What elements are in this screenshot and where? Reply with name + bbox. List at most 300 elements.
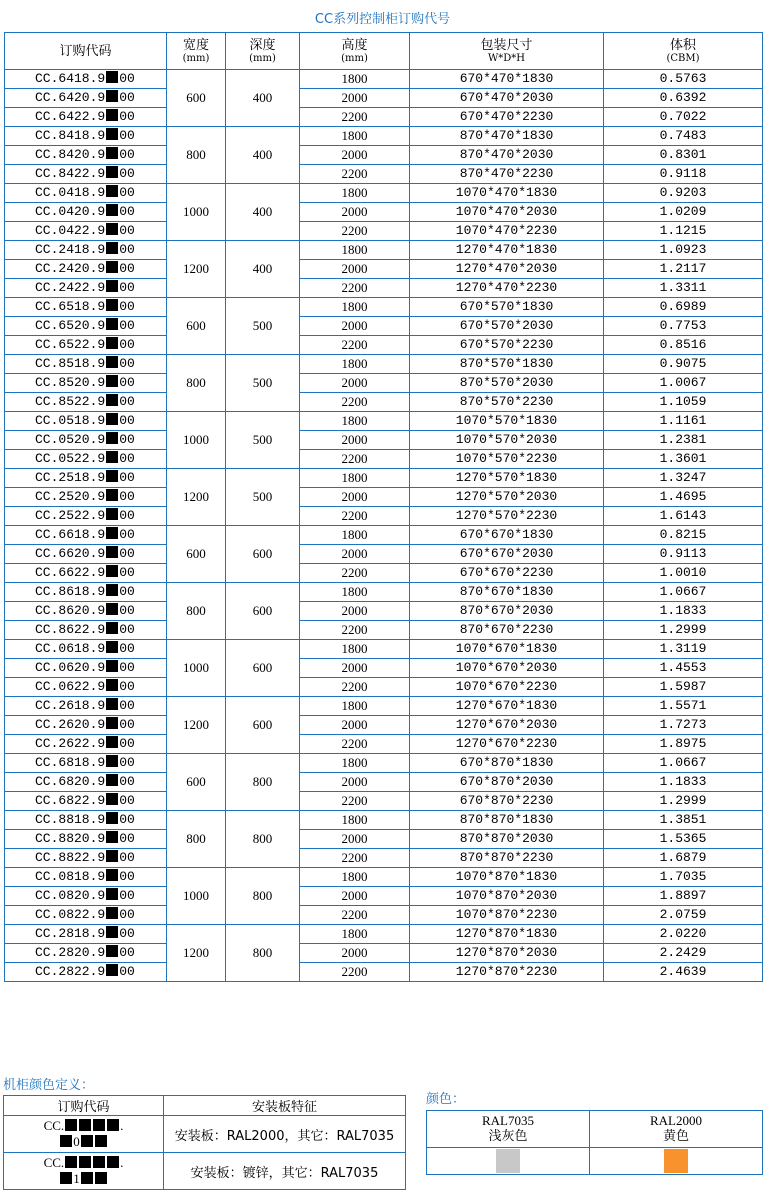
- height-cell: 2200: [300, 165, 410, 184]
- placeholder-block: [106, 394, 118, 406]
- height-cell: 2000: [300, 659, 410, 678]
- volume-cell: 1.1059: [604, 393, 763, 412]
- width-cell: 1000: [167, 868, 226, 925]
- package-size-cell: 1070*570*1830: [410, 412, 604, 431]
- package-size-cell: 670*670*2030: [410, 545, 604, 564]
- volume-cell: 1.3119: [604, 640, 763, 659]
- order-code-cell: CC.2820.9 00: [5, 944, 167, 963]
- volume-cell: 1.0010: [604, 564, 763, 583]
- placeholder-block: [106, 432, 118, 444]
- volume-cell: 2.0759: [604, 906, 763, 925]
- placeholder-block: [106, 223, 118, 235]
- width-cell: 800: [167, 127, 226, 184]
- order-code-cell: CC. . 1: [4, 1153, 164, 1190]
- height-cell: 1800: [300, 127, 410, 146]
- table-row: [5, 830, 763, 849]
- order-code-cell: CC.8422.9 00: [5, 165, 167, 184]
- table-row: [5, 963, 763, 982]
- table-row: [5, 944, 763, 963]
- table-row: [5, 621, 763, 640]
- placeholder-block: [106, 71, 118, 83]
- table-row: [5, 754, 763, 773]
- table-row: [5, 811, 763, 830]
- height-cell: 2200: [300, 564, 410, 583]
- order-code-cell: CC.6520.9 00: [5, 317, 167, 336]
- placeholder-block: [106, 831, 118, 843]
- package-size-cell: 1270*470*1830: [410, 241, 604, 260]
- table-row: [5, 412, 763, 431]
- volume-cell: 2.4639: [604, 963, 763, 982]
- placeholder-block: [106, 261, 118, 273]
- height-cell: 2200: [300, 507, 410, 526]
- color-gray-cell: [427, 1111, 590, 1148]
- order-code-cell: CC. . 0: [4, 1116, 164, 1153]
- height-cell: 1800: [300, 811, 410, 830]
- volume-cell: 1.1833: [604, 773, 763, 792]
- table-row: [5, 336, 763, 355]
- table-row: [5, 887, 763, 906]
- placeholder-block: [106, 299, 118, 311]
- depth-cell: 600: [226, 640, 300, 697]
- package-size-cell: 1270*870*2030: [410, 944, 604, 963]
- order-code-cell: CC.0618.9 00: [5, 640, 167, 659]
- width-cell: 1000: [167, 184, 226, 241]
- height-cell: 2000: [300, 146, 410, 165]
- width-cell: 1200: [167, 241, 226, 298]
- volume-cell: 1.2999: [604, 792, 763, 811]
- package-size-cell: 1070*470*1830: [410, 184, 604, 203]
- height-cell: 2000: [300, 260, 410, 279]
- placeholder-block: [106, 850, 118, 862]
- volume-cell: 0.8516: [604, 336, 763, 355]
- height-cell: 2000: [300, 89, 410, 108]
- table-row: [5, 488, 763, 507]
- depth-cell: 500: [226, 412, 300, 469]
- height-cell: 1800: [300, 640, 410, 659]
- height-cell: 2200: [300, 621, 410, 640]
- height-cell: 1800: [300, 868, 410, 887]
- volume-cell: 0.8215: [604, 526, 763, 545]
- placeholder-block: [106, 603, 118, 615]
- order-code-table: [4, 32, 763, 982]
- package-size-cell: 870*670*2230: [410, 621, 604, 640]
- package-size-cell: 670*470*1830: [410, 70, 604, 89]
- height-cell: 2000: [300, 944, 410, 963]
- height-cell: 2000: [300, 431, 410, 450]
- height-cell: 2200: [300, 735, 410, 754]
- placeholder-block: [106, 679, 118, 691]
- volume-cell: 2.2429: [604, 944, 763, 963]
- height-cell: 1800: [300, 241, 410, 260]
- order-code-cell: CC.2520.9 00: [5, 488, 167, 507]
- table-header-row: [5, 33, 763, 70]
- width-cell: 1200: [167, 697, 226, 754]
- volume-cell: 1.4695: [604, 488, 763, 507]
- order-code-cell: CC.0820.9 00: [5, 887, 167, 906]
- order-code-cell: CC.0620.9 00: [5, 659, 167, 678]
- package-size-cell: 670*470*2230: [410, 108, 604, 127]
- volume-cell: 0.9118: [604, 165, 763, 184]
- height-cell: 2200: [300, 450, 410, 469]
- height-cell: 2000: [300, 203, 410, 222]
- placeholder-block: [106, 413, 118, 425]
- mount-feature-cell: 安装板：镀锌，其它：RAL7035: [164, 1153, 406, 1190]
- height-cell: 2200: [300, 393, 410, 412]
- width-cell: 600: [167, 70, 226, 127]
- volume-cell: 1.1215: [604, 222, 763, 241]
- package-size-cell: 1270*870*2230: [410, 963, 604, 982]
- order-code-cell: CC.0520.9 00: [5, 431, 167, 450]
- header-depth: 深度 (mm): [226, 33, 300, 70]
- order-code-cell: CC.8818.9 00: [5, 811, 167, 830]
- package-size-cell: 870*670*2030: [410, 602, 604, 621]
- depth-cell: 800: [226, 754, 300, 811]
- depth-cell: 600: [226, 526, 300, 583]
- placeholder-block: [106, 489, 118, 501]
- volume-cell: 0.7483: [604, 127, 763, 146]
- order-code-cell: CC.6622.9 00: [5, 564, 167, 583]
- table-row: [5, 165, 763, 184]
- height-cell: 1800: [300, 583, 410, 602]
- depth-cell: 400: [226, 70, 300, 127]
- placeholder-block: [106, 812, 118, 824]
- order-code-cell: CC.2818.9 00: [5, 925, 167, 944]
- order-code-cell: CC.2518.9 00: [5, 469, 167, 488]
- package-size-cell: 1070*670*2030: [410, 659, 604, 678]
- package-size-cell: 1270*670*2230: [410, 735, 604, 754]
- table-row: [5, 659, 763, 678]
- package-size-cell: 870*870*2030: [410, 830, 604, 849]
- placeholder-block: [106, 774, 118, 786]
- color-yellow-cell: [590, 1111, 763, 1148]
- depth-cell: 400: [226, 241, 300, 298]
- order-code-cell: CC.0822.9 00: [5, 906, 167, 925]
- table-row: [5, 146, 763, 165]
- package-size-cell: 1270*670*2030: [410, 716, 604, 735]
- order-code-cell: CC.8518.9 00: [5, 355, 167, 374]
- package-size-cell: 1270*570*1830: [410, 469, 604, 488]
- mount-feature-cell: 安装板：RAL2000，其它：RAL7035: [164, 1116, 406, 1153]
- package-size-cell: 1070*670*2230: [410, 678, 604, 697]
- package-size-cell: 1070*870*2030: [410, 887, 604, 906]
- placeholder-block: [106, 565, 118, 577]
- height-cell: 2200: [300, 906, 410, 925]
- height-cell: 1800: [300, 925, 410, 944]
- order-code-cell: CC.6620.9 00: [5, 545, 167, 564]
- header-volume: 体积 (CBM): [604, 33, 763, 70]
- height-cell: 2000: [300, 488, 410, 507]
- placeholder-block: [106, 717, 118, 729]
- placeholder-block: [106, 356, 118, 368]
- height-cell: 2200: [300, 792, 410, 811]
- depth-cell: 800: [226, 925, 300, 982]
- volume-cell: 1.8897: [604, 887, 763, 906]
- order-code-cell: CC.0522.9 00: [5, 450, 167, 469]
- table-row: [5, 222, 763, 241]
- package-size-cell: 1070*570*2030: [410, 431, 604, 450]
- volume-cell: 1.6143: [604, 507, 763, 526]
- color-name: 黄色: [662, 1129, 689, 1144]
- volume-cell: 1.0209: [604, 203, 763, 222]
- table-row: [5, 526, 763, 545]
- package-size-cell: 1070*870*1830: [410, 868, 604, 887]
- order-code-cell: CC.2622.9 00: [5, 735, 167, 754]
- package-size-cell: 870*470*1830: [410, 127, 604, 146]
- width-cell: 800: [167, 355, 226, 412]
- package-size-cell: 870*870*1830: [410, 811, 604, 830]
- package-size-cell: 1270*670*1830: [410, 697, 604, 716]
- package-size-cell: 1070*470*2230: [410, 222, 604, 241]
- table-row: [5, 355, 763, 374]
- placeholder-block: [106, 755, 118, 767]
- height-cell: 2000: [300, 716, 410, 735]
- volume-cell: 1.1161: [604, 412, 763, 431]
- package-size-cell: 670*570*2230: [410, 336, 604, 355]
- package-size-cell: 670*870*2230: [410, 792, 604, 811]
- header-order-code: 订购代码: [4, 1096, 164, 1116]
- height-cell: 2200: [300, 108, 410, 127]
- table-row: [5, 298, 763, 317]
- placeholder-block: [106, 242, 118, 254]
- table-row: [5, 70, 763, 89]
- order-code-cell: CC.6522.9 00: [5, 336, 167, 355]
- placeholder-block: [106, 698, 118, 710]
- color-code: RAL2000: [650, 1113, 702, 1128]
- volume-cell: 0.9113: [604, 545, 763, 564]
- table-row: [5, 184, 763, 203]
- colors-label: 颜色：: [426, 1092, 466, 1107]
- order-code-cell: CC.8622.9 00: [5, 621, 167, 640]
- package-size-cell: 870*870*2230: [410, 849, 604, 868]
- order-code-cell: CC.6822.9 00: [5, 792, 167, 811]
- height-cell: 2200: [300, 222, 410, 241]
- table-row: [4, 1116, 406, 1153]
- order-code-cell: CC.2420.9 00: [5, 260, 167, 279]
- table-row: [5, 127, 763, 146]
- order-code-cell: CC.8822.9 00: [5, 849, 167, 868]
- order-code-cell: CC.8820.9 00: [5, 830, 167, 849]
- placeholder-block: [106, 166, 118, 178]
- table-row: [5, 469, 763, 488]
- height-cell: 2200: [300, 336, 410, 355]
- order-code-cell: CC.2418.9 00: [5, 241, 167, 260]
- placeholder-block: [106, 964, 118, 976]
- volume-cell: 0.6989: [604, 298, 763, 317]
- width-cell: 600: [167, 298, 226, 355]
- placeholder-block: [106, 185, 118, 197]
- package-size-cell: 1070*670*1830: [410, 640, 604, 659]
- placeholder-block: [106, 869, 118, 881]
- placeholder-block: [106, 109, 118, 121]
- placeholder-block: [106, 736, 118, 748]
- package-size-cell: 670*470*2030: [410, 89, 604, 108]
- table-row: [5, 716, 763, 735]
- order-code-cell: CC.0418.9 00: [5, 184, 167, 203]
- order-code-cell: CC.2822.9 00: [5, 963, 167, 982]
- order-code-cell: CC.0622.9 00: [5, 678, 167, 697]
- volume-cell: 1.8975: [604, 735, 763, 754]
- table-row: [5, 241, 763, 260]
- volume-cell: 1.0923: [604, 241, 763, 260]
- table-row: [5, 640, 763, 659]
- volume-cell: 1.2999: [604, 621, 763, 640]
- height-cell: 1800: [300, 754, 410, 773]
- height-cell: 1800: [300, 70, 410, 89]
- order-code-cell: CC.6618.9 00: [5, 526, 167, 545]
- volume-cell: 1.0067: [604, 374, 763, 393]
- volume-cell: 1.6879: [604, 849, 763, 868]
- package-size-cell: 1270*870*1830: [410, 925, 604, 944]
- table-row: [5, 849, 763, 868]
- volume-cell: 0.9203: [604, 184, 763, 203]
- orange-color-swatch: [664, 1149, 688, 1173]
- placeholder-block: [106, 204, 118, 216]
- table-row: [5, 545, 763, 564]
- package-size-cell: 870*470*2030: [410, 146, 604, 165]
- placeholder-block: [106, 451, 118, 463]
- placeholder-block: [106, 508, 118, 520]
- volume-cell: 1.5571: [604, 697, 763, 716]
- table-row: [5, 906, 763, 925]
- volume-cell: 1.5987: [604, 678, 763, 697]
- table-row: [5, 697, 763, 716]
- color-name: 浅灰色: [488, 1129, 528, 1144]
- order-code-cell: CC.6418.9 00: [5, 70, 167, 89]
- table-row: [5, 507, 763, 526]
- order-code-cell: CC.8420.9 00: [5, 146, 167, 165]
- header-mount-feature: 安装板特征: [164, 1096, 406, 1116]
- table-row: [5, 393, 763, 412]
- height-cell: 1800: [300, 526, 410, 545]
- page-title: CC系列控制柜订购代号: [314, 12, 451, 27]
- table-row: [5, 431, 763, 450]
- volume-cell: 1.0667: [604, 583, 763, 602]
- table-row: [5, 450, 763, 469]
- order-code-cell: CC.2620.9 00: [5, 716, 167, 735]
- order-code-cell: CC.6518.9 00: [5, 298, 167, 317]
- width-cell: 1200: [167, 925, 226, 982]
- package-size-cell: 1270*470*2230: [410, 279, 604, 298]
- depth-cell: 500: [226, 469, 300, 526]
- depth-cell: 500: [226, 298, 300, 355]
- volume-cell: 0.6392: [604, 89, 763, 108]
- colors-table: [426, 1110, 763, 1175]
- table-row: [5, 260, 763, 279]
- height-cell: 2200: [300, 678, 410, 697]
- placeholder-block: [106, 90, 118, 102]
- placeholder-block: [106, 337, 118, 349]
- package-size-cell: 670*870*1830: [410, 754, 604, 773]
- height-cell: 2000: [300, 773, 410, 792]
- table-row: [5, 583, 763, 602]
- order-code-cell: CC.0422.9 00: [5, 222, 167, 241]
- height-cell: 1800: [300, 697, 410, 716]
- volume-cell: 0.7753: [604, 317, 763, 336]
- package-size-cell: 870*670*1830: [410, 583, 604, 602]
- table-row: [5, 773, 763, 792]
- height-cell: 2000: [300, 602, 410, 621]
- table-row: [5, 317, 763, 336]
- placeholder-block: [106, 147, 118, 159]
- header-code: 订购代码: [5, 33, 167, 70]
- order-code-cell: CC.8522.9 00: [5, 393, 167, 412]
- volume-cell: 1.3311: [604, 279, 763, 298]
- volume-cell: 1.2117: [604, 260, 763, 279]
- height-cell: 2000: [300, 830, 410, 849]
- depth-cell: 600: [226, 583, 300, 640]
- package-size-cell: 1070*570*2230: [410, 450, 604, 469]
- height-cell: 2000: [300, 545, 410, 564]
- placeholder-block: [106, 128, 118, 140]
- order-code-cell: CC.6818.9 00: [5, 754, 167, 773]
- volume-cell: 1.5365: [604, 830, 763, 849]
- order-code-cell: CC.6820.9 00: [5, 773, 167, 792]
- color-definition-table: [3, 1095, 406, 1190]
- volume-cell: 0.8301: [604, 146, 763, 165]
- volume-cell: 1.7273: [604, 716, 763, 735]
- order-code-cell: CC.2618.9 00: [5, 697, 167, 716]
- table-row: [5, 678, 763, 697]
- placeholder-block: [106, 945, 118, 957]
- depth-cell: 400: [226, 184, 300, 241]
- volume-cell: 0.5763: [604, 70, 763, 89]
- volume-cell: 1.3601: [604, 450, 763, 469]
- placeholder-block: [106, 280, 118, 292]
- height-cell: 2200: [300, 279, 410, 298]
- header-height: 高度 (mm): [300, 33, 410, 70]
- order-code-cell: CC.0518.9 00: [5, 412, 167, 431]
- placeholder-block: [106, 622, 118, 634]
- height-cell: 1800: [300, 469, 410, 488]
- volume-cell: 1.1833: [604, 602, 763, 621]
- height-cell: 2000: [300, 887, 410, 906]
- table-row: [5, 868, 763, 887]
- width-cell: 1000: [167, 640, 226, 697]
- package-size-cell: 1270*470*2030: [410, 260, 604, 279]
- height-cell: 2200: [300, 849, 410, 868]
- depth-cell: 500: [226, 355, 300, 412]
- volume-cell: 1.4553: [604, 659, 763, 678]
- order-code-cell: CC.0818.9 00: [5, 868, 167, 887]
- table-row: [5, 203, 763, 222]
- color-definition-label: 机柜颜色定义：: [3, 1078, 95, 1093]
- package-size-cell: 1070*870*2230: [410, 906, 604, 925]
- volume-cell: 0.9075: [604, 355, 763, 374]
- table-row: [5, 735, 763, 754]
- package-size-cell: 870*570*2030: [410, 374, 604, 393]
- placeholder-block: [106, 888, 118, 900]
- order-code-cell: CC.8618.9 00: [5, 583, 167, 602]
- order-code-cell: CC.6422.9 00: [5, 108, 167, 127]
- table-row: [4, 1153, 406, 1190]
- placeholder-block: [106, 584, 118, 596]
- placeholder-block: [106, 641, 118, 653]
- height-cell: 2000: [300, 374, 410, 393]
- width-cell: 600: [167, 754, 226, 811]
- package-size-cell: 670*670*2230: [410, 564, 604, 583]
- depth-cell: 800: [226, 811, 300, 868]
- placeholder-block: [106, 660, 118, 672]
- table-row: [5, 89, 763, 108]
- depth-cell: 400: [226, 127, 300, 184]
- height-cell: 1800: [300, 298, 410, 317]
- package-size-cell: 870*470*2230: [410, 165, 604, 184]
- placeholder-block: [106, 470, 118, 482]
- color-code: RAL7035: [482, 1113, 534, 1128]
- width-cell: 1000: [167, 412, 226, 469]
- placeholder-block: [106, 375, 118, 387]
- placeholder-block: [106, 318, 118, 330]
